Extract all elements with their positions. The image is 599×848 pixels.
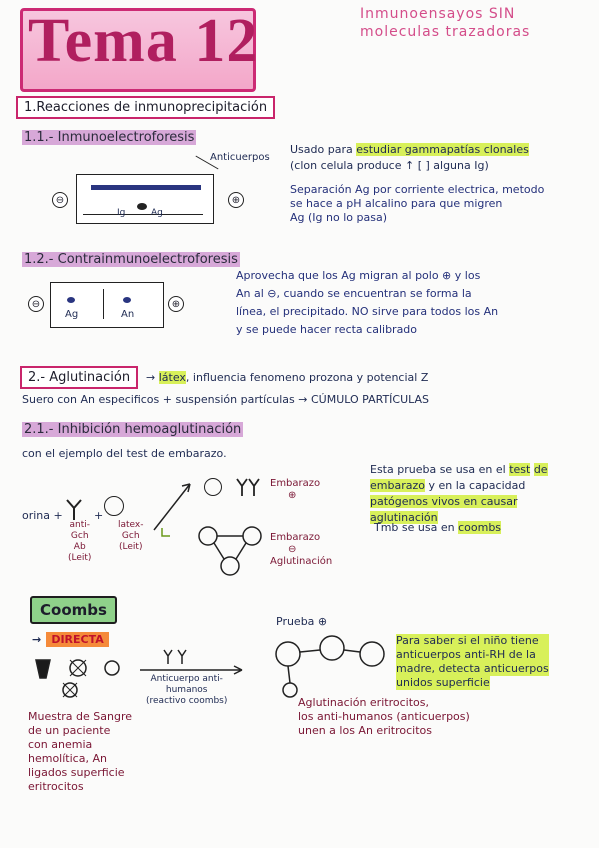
- page-title: Tema 12: [28, 7, 259, 75]
- latex-label-2: Gch: [121, 531, 140, 541]
- counter-electrophoresis-gel: [50, 282, 164, 328]
- section-2-1-heading-text: 2.1.- Inhibición hemoaglutinación: [24, 422, 242, 437]
- ag-well: [67, 297, 75, 303]
- counter-text-4: y se puede hacer recta calibrado: [236, 323, 418, 336]
- prueba-label: Prueba ⊕: [276, 615, 328, 628]
- coombs-left-5: ligados superficie: [28, 766, 125, 779]
- coombs-left-4: hemolítica, An: [28, 752, 107, 765]
- anti-label-1: anti-: [69, 520, 90, 530]
- plus-pole-icon-2: ⊕: [168, 296, 184, 312]
- side-text-hl-4: aglutinación: [370, 511, 438, 524]
- plus-sign: +: [94, 509, 104, 522]
- immunoelectro-text-1: [290, 142, 529, 157]
- embarazo-neg: [270, 532, 332, 568]
- embarazo-neg-3: Aglutinación: [270, 556, 333, 567]
- side-text-hl-2: de embarazo: [370, 463, 548, 492]
- section-2-heading: 2.- Aglutinación: [20, 366, 138, 389]
- embarazo-neg-1: Embarazo: [270, 532, 321, 543]
- immunoelectro-text-3: Separación Ag por corriente electrica, metodo: [290, 183, 545, 196]
- subtitle-line-1: Inmunoensayos SIN: [360, 6, 516, 22]
- free-antibodies-icon: [236, 476, 260, 498]
- latex-label: [118, 520, 144, 553]
- agglutinated-erythrocytes-icon: [268, 632, 388, 702]
- coombs-left-6: eritrocitos: [28, 780, 84, 793]
- coombs-right-2: anticuerpos anti-RH de la: [396, 648, 549, 662]
- plus-pole-icon: ⊕: [228, 192, 244, 208]
- embarazo-neg-2: ⊖: [288, 544, 297, 555]
- coombs-right-3: madre, detecta anticuerpos: [396, 662, 549, 675]
- anti-label-2: Gch: [70, 531, 89, 541]
- aglutination-line-1: [146, 370, 428, 385]
- tmb-text-1: Tmb se usa en: [374, 521, 455, 534]
- precipitate-line: [103, 289, 104, 319]
- arrow-1: →: [146, 371, 156, 384]
- agglutination-cluster-icon: [194, 522, 268, 578]
- directa-row: [32, 628, 109, 647]
- coombs-bottom-text: [298, 696, 470, 738]
- section-1-1-heading-text: 1.1.- Inmunoelectroforesis: [24, 130, 195, 145]
- immunoelectro-text-5: Ag (Ig no lo pasa): [290, 211, 387, 224]
- reagent-label-3: (reactivo coombs): [146, 696, 228, 706]
- ig-label: Ig: [117, 208, 126, 218]
- immunoelectro-highlight: estudiar gammapatías clonales: [356, 143, 529, 156]
- tmb-highlight: coombs: [458, 521, 502, 534]
- counter-text-3: línea, el precipitado. NO sirve para todos los An: [236, 305, 499, 318]
- anti-label-4: (Leit): [68, 553, 92, 563]
- side-text-hl-1: test: [509, 463, 531, 476]
- ag-label: Ag: [151, 208, 163, 218]
- side-text-1: Esta prueba se usa en el: [370, 463, 506, 476]
- directa-arrow: →: [32, 633, 42, 646]
- reagent-label: [146, 674, 227, 707]
- aglutination-line-1-rest: , influencia fenomeno prozona y potencial Z: [185, 371, 429, 384]
- latex-label-3: (Leit): [119, 542, 143, 552]
- embarazo-pos-2: ⊕: [288, 490, 297, 501]
- sample-well: [137, 203, 147, 210]
- section-1-2-heading: [22, 252, 240, 267]
- immunoelectro-text-2: (clon celula produce ↑ [ ] alguna Ig): [290, 159, 489, 172]
- antibody-trough: [91, 185, 201, 190]
- section-1-2-heading-text: 1.2.- Contrainmunoelectroforesis: [24, 252, 238, 267]
- coombs-bottom-2: los anti-humanos (anticuerpos): [298, 710, 470, 723]
- coombs-left-3: con anemia: [28, 738, 93, 751]
- coombs-bottom-3: unen a los An eritrocitos: [298, 724, 432, 737]
- test-intro: con el ejemplo del test de embarazo.: [22, 447, 227, 460]
- anti-label: [68, 520, 91, 564]
- subtitle-line-2: moleculas trazadoras: [360, 24, 531, 40]
- anti-antibody-icon: [64, 498, 84, 520]
- section-1-1-heading: [22, 130, 196, 145]
- reagent-arrow: [138, 646, 248, 676]
- test-side-text: [370, 462, 586, 526]
- side-text-hl-3: patógenos vivos en causar: [370, 495, 518, 508]
- embarazo-pos-1: Embarazo: [270, 478, 321, 489]
- reagent-label-1: Anticuerpo anti-: [150, 674, 223, 684]
- antibody-label: Anticuerpos: [210, 152, 270, 163]
- blood-sample-icon: [30, 654, 130, 700]
- an-well: [123, 297, 131, 303]
- embarazo-pos: [270, 478, 320, 502]
- coombs-left-text: [28, 710, 132, 794]
- ag-label-2: Ag: [65, 309, 79, 320]
- counter-text-1: Aprovecha que los Ag migran al polo ⊕ y los: [236, 269, 481, 282]
- side-text-2: y en la capacidad: [428, 479, 526, 492]
- aglutination-line-2: Suero con An especificos + suspensión partículas → CÚMULO PARTÍCULAS: [22, 393, 430, 406]
- minus-pole-icon-2: ⊖: [28, 296, 44, 312]
- latex-particle-icon: [104, 496, 124, 516]
- coombs-right-4: unidos superficie: [396, 676, 490, 689]
- coombs-right-1: Para saber si el niño tiene: [396, 634, 549, 648]
- coombs-heading: Coombs: [30, 596, 117, 624]
- latex-label-1: latex-: [118, 520, 144, 530]
- minus-pole-icon: ⊖: [52, 192, 68, 208]
- an-label: An: [121, 309, 135, 320]
- immunoelectro-text-4: se hace a pH alcalino para que migren: [290, 197, 503, 210]
- coombs-bottom-1: Aglutinación eritrocitos,: [298, 696, 429, 709]
- counter-text-2: An al ⊖, cuando se encuentran se forma la: [236, 287, 472, 300]
- orina-label: orina +: [22, 509, 63, 522]
- reagent-label-2: humanos: [165, 685, 208, 695]
- tmb-text: [374, 520, 501, 535]
- anti-label-3: Ab: [73, 542, 86, 552]
- migration-arrow: [83, 214, 203, 215]
- electrophoresis-gel: [76, 174, 214, 224]
- branch-arrows: [150, 470, 200, 540]
- directa-badge: DIRECTA: [46, 632, 108, 647]
- coombs-left-1: Muestra de Sangre: [28, 710, 133, 723]
- immunoelectro-text-1a: Usado para: [290, 143, 353, 156]
- coombs-left-2: de un paciente: [28, 724, 111, 737]
- latex-highlight: látex: [158, 371, 186, 384]
- section-1-heading: 1.Reacciones de inmunoprecipitación: [16, 96, 275, 119]
- particle-free-icon: [204, 478, 222, 496]
- section-2-1-heading: [22, 422, 243, 437]
- coombs-right-text: [396, 634, 549, 690]
